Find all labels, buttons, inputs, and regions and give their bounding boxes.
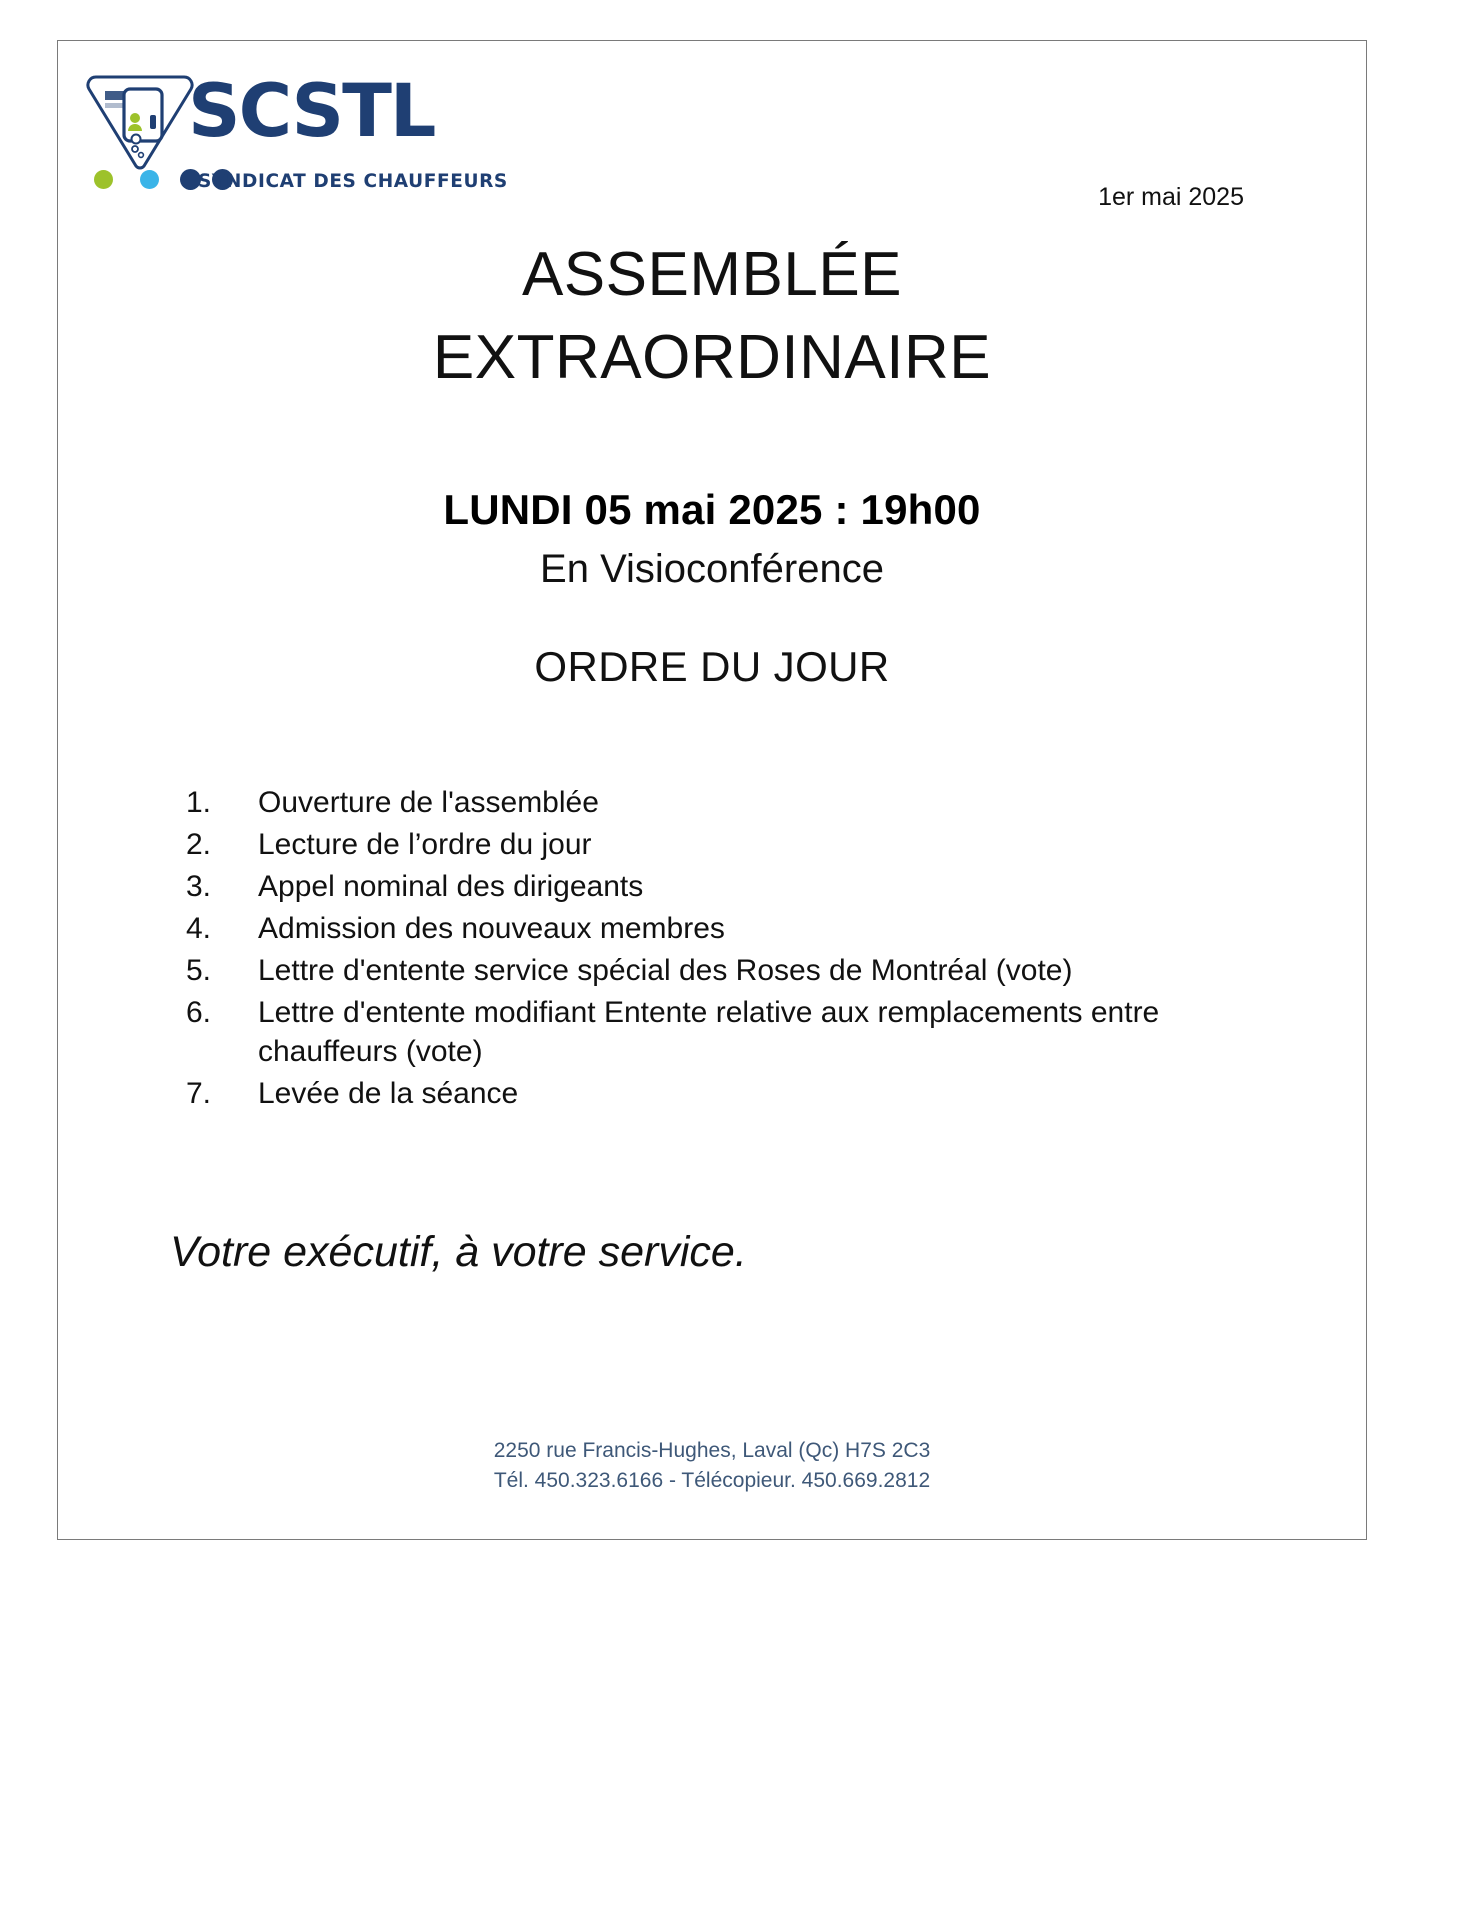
document-page — [57, 40, 1367, 1540]
list-item-label: Ouverture de l'assemblée — [258, 786, 599, 819]
agenda-list — [186, 783, 1256, 1116]
page-title-line-1: ASSEMBLÉE — [521, 240, 903, 309]
list-item-label: Lettre d'entente modifiant Entente relative aux remplacements entre chauffeurs (vote) — [258, 996, 1160, 1068]
list-item — [186, 951, 1256, 990]
logo-dot-green — [94, 170, 113, 189]
list-item — [186, 909, 1256, 948]
list-item-number: 5. — [186, 954, 212, 987]
list-item — [186, 783, 1256, 822]
list-item — [186, 993, 1256, 1071]
footer-address: 2250 rue Francis-Hughes, Laval (Qc) H7S 2C3 — [493, 1439, 931, 1463]
scstl-logo — [80, 59, 508, 194]
list-item-label: Admission des nouveaux membres — [258, 912, 725, 945]
footer — [58, 1436, 1366, 1496]
list-item-number: 7. — [186, 1077, 212, 1110]
list-item-number: 6. — [186, 996, 212, 1029]
list-item — [186, 867, 1256, 906]
logo-wordmark: SCSTL — [188, 69, 435, 154]
agenda-heading: ORDRE DU JOUR — [534, 643, 890, 690]
page-title-line-2: EXTRAORDINAIRE — [432, 323, 992, 393]
footer-contact: Tél. 450.323.6166 - Télécopieur. 450.669.2812 — [493, 1469, 931, 1493]
list-item-label: Lettre d'entente service spécial des Roses de Montréal (vote) — [258, 954, 1073, 987]
list-item-number: 1. — [186, 786, 212, 819]
list-item-number: 4. — [186, 912, 212, 945]
list-item — [186, 1074, 1256, 1113]
document-date: 1er mai 2025 — [1098, 183, 1244, 211]
meeting-info — [58, 484, 1366, 594]
list-item-label: Appel nominal des dirigeants — [258, 870, 644, 903]
funnel-triangle-icon — [86, 69, 194, 173]
list-item-number: 3. — [186, 870, 212, 903]
list-item-label: Levée de la séance — [258, 1077, 519, 1110]
list-item-number: 2. — [186, 828, 212, 861]
list-item-label: Lecture de l’ordre du jour — [258, 828, 592, 861]
list-item — [186, 825, 1256, 864]
logo-tagline: SYNDICAT DES CHAUFFEURS — [198, 171, 508, 192]
page-title — [58, 233, 1366, 399]
signature-line: Votre exécutif, à votre service. — [170, 1228, 747, 1276]
logo-dot-cyan — [140, 170, 159, 189]
meeting-location: En Visioconférence — [540, 546, 884, 591]
meeting-datetime: LUNDI 05 mai 2025 : 19h00 — [443, 486, 981, 533]
